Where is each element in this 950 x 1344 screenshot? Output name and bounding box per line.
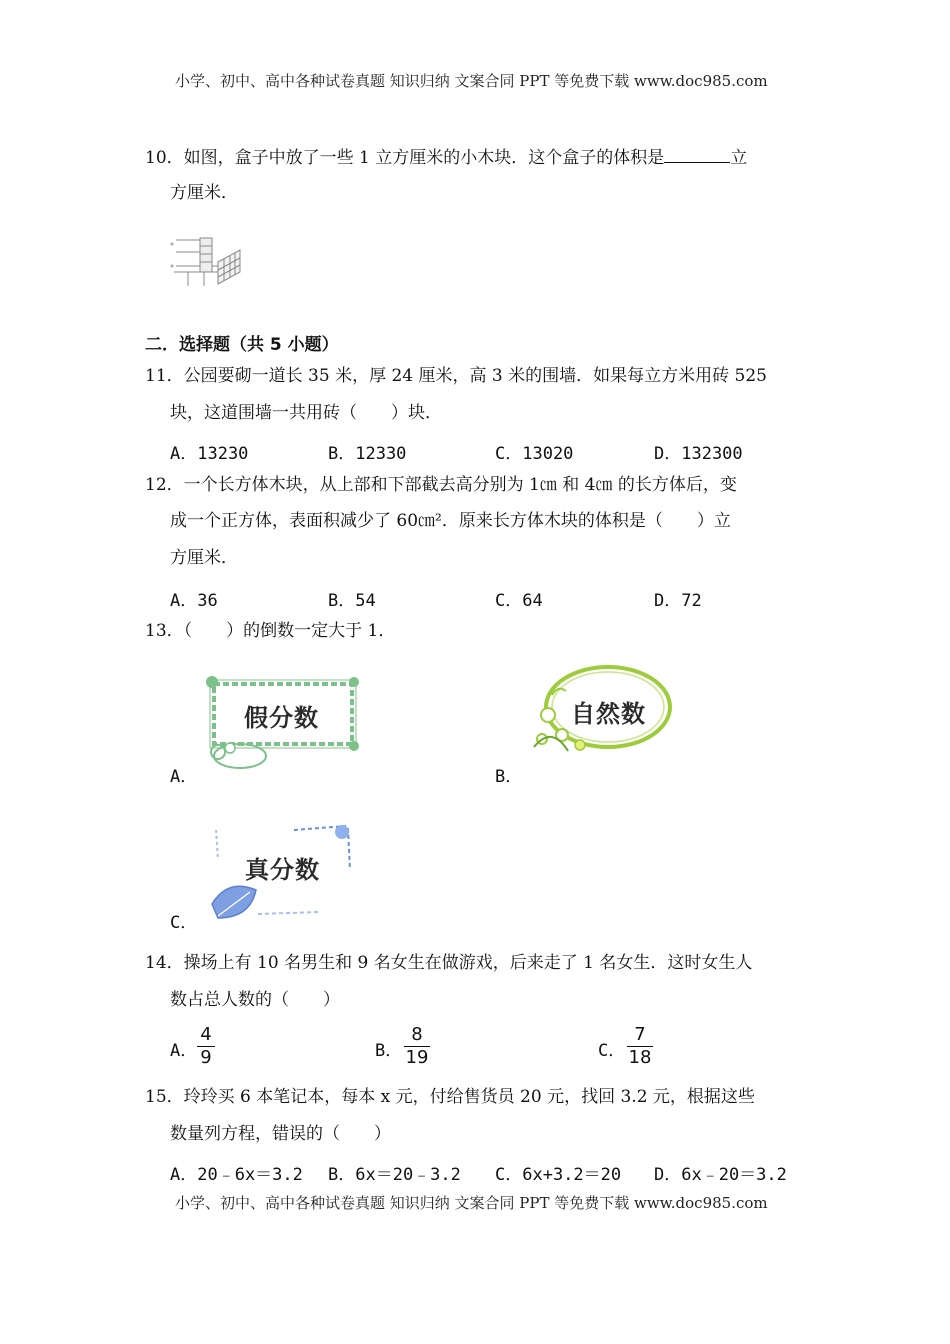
q15-line2: 数量列方程，错误的（ ） [170, 1124, 391, 1144]
section-title: 二．选择题（共 5 小题） [145, 335, 339, 355]
fraction-numerator: 7 [634, 1024, 646, 1045]
fraction-denominator: 19 [405, 1047, 429, 1068]
q15-option-b: B．6x＝20﹣3.2 [328, 1165, 461, 1185]
q12-option-c: C．64 [495, 591, 543, 611]
q14-line2: 数占总人数的（ ） [170, 990, 340, 1010]
page-header: 小学、初中、高中各种试卷真题 知识归纳 文案合同 PPT 等免费下载 www.doc985.com [175, 72, 768, 90]
q13-option-a-letter: A． [170, 767, 198, 787]
q13-line1: 13．（ ）的倒数一定大于 1． [145, 621, 396, 641]
q12-line2: 成一个正方体，表面积减少了 60㎝²．原来长方体木块的体积是（ ）立 [170, 511, 731, 531]
q12-option-d: D．72 [654, 591, 702, 611]
q10-line2: 方厘米． [170, 183, 238, 203]
q13-option-b-letter: B． [495, 767, 523, 787]
fraction-denominator: 18 [628, 1047, 652, 1068]
q11-line1: 11．公园要砌一道长 35 米，厚 24 厘米，高 3 米的围墙．如果每立方米用砖 525 [145, 366, 767, 386]
wooden-box-figure [168, 222, 248, 292]
q14-line1: 14．操场上有 10 名男生和 9 名女生在做游戏，后来走了 1 名女生．这时女生人 [145, 953, 753, 973]
q10-blank [664, 146, 730, 163]
fraction-numerator: 4 [200, 1024, 212, 1045]
q13-option-c-letter: C． [170, 913, 198, 933]
q12-option-b: B．54 [328, 591, 376, 611]
q10-line1 [145, 146, 747, 168]
q11-option-c: C．13020 [495, 444, 574, 464]
fraction-numerator: 8 [411, 1024, 423, 1045]
q15-option-a: A．20﹣6x＝3.2 [170, 1165, 303, 1185]
q12-option-a: A．36 [170, 591, 218, 611]
q11-option-d: D．132300 [654, 444, 743, 464]
card-a-text: 假分数 [244, 704, 319, 732]
q14-option-c-letter: C． [598, 1041, 626, 1061]
q14-option-a-letter: A． [170, 1041, 198, 1061]
q15-option-c: C．6x+3.2＝20 [495, 1165, 622, 1185]
q12-line3: 方厘米． [170, 548, 238, 568]
page-footer: 小学、初中、高中各种试卷真题 知识归纳 文案合同 PPT 等免费下载 www.doc985.com [175, 1194, 768, 1212]
card-c-text: 真分数 [245, 856, 320, 884]
q12-line1: 12．一个长方体木块，从上部和下部截去高分别为 1㎝ 和 4㎝ 的长方体后，变 [145, 475, 737, 495]
card-b-text: 自然数 [571, 700, 646, 728]
q14-option-b-letter: B． [375, 1041, 403, 1061]
q14-option-a-fraction [197, 1025, 215, 1068]
q11-line2: 块，这道围墙一共用砖（ ）块． [170, 403, 442, 423]
q15-option-d: D．6x﹣20＝3.2 [654, 1165, 787, 1185]
q10-text-after: 立 [730, 148, 748, 168]
fraction-denominator: 9 [200, 1047, 212, 1068]
q10-text: 10．如图，盒子中放了一些 1 立方厘米的小木块．这个盒子的体积是 [145, 148, 665, 168]
q14-option-c-fraction [627, 1025, 653, 1068]
q15-line1: 15．玲玲买 6 本笔记本，每本 x 元，付给售货员 20 元，找回 3.2 元，根据这些 [145, 1087, 755, 1107]
q11-option-a: A．13230 [170, 444, 249, 464]
q14-option-b-fraction [404, 1025, 430, 1068]
q11-option-b: B．12330 [328, 444, 407, 464]
